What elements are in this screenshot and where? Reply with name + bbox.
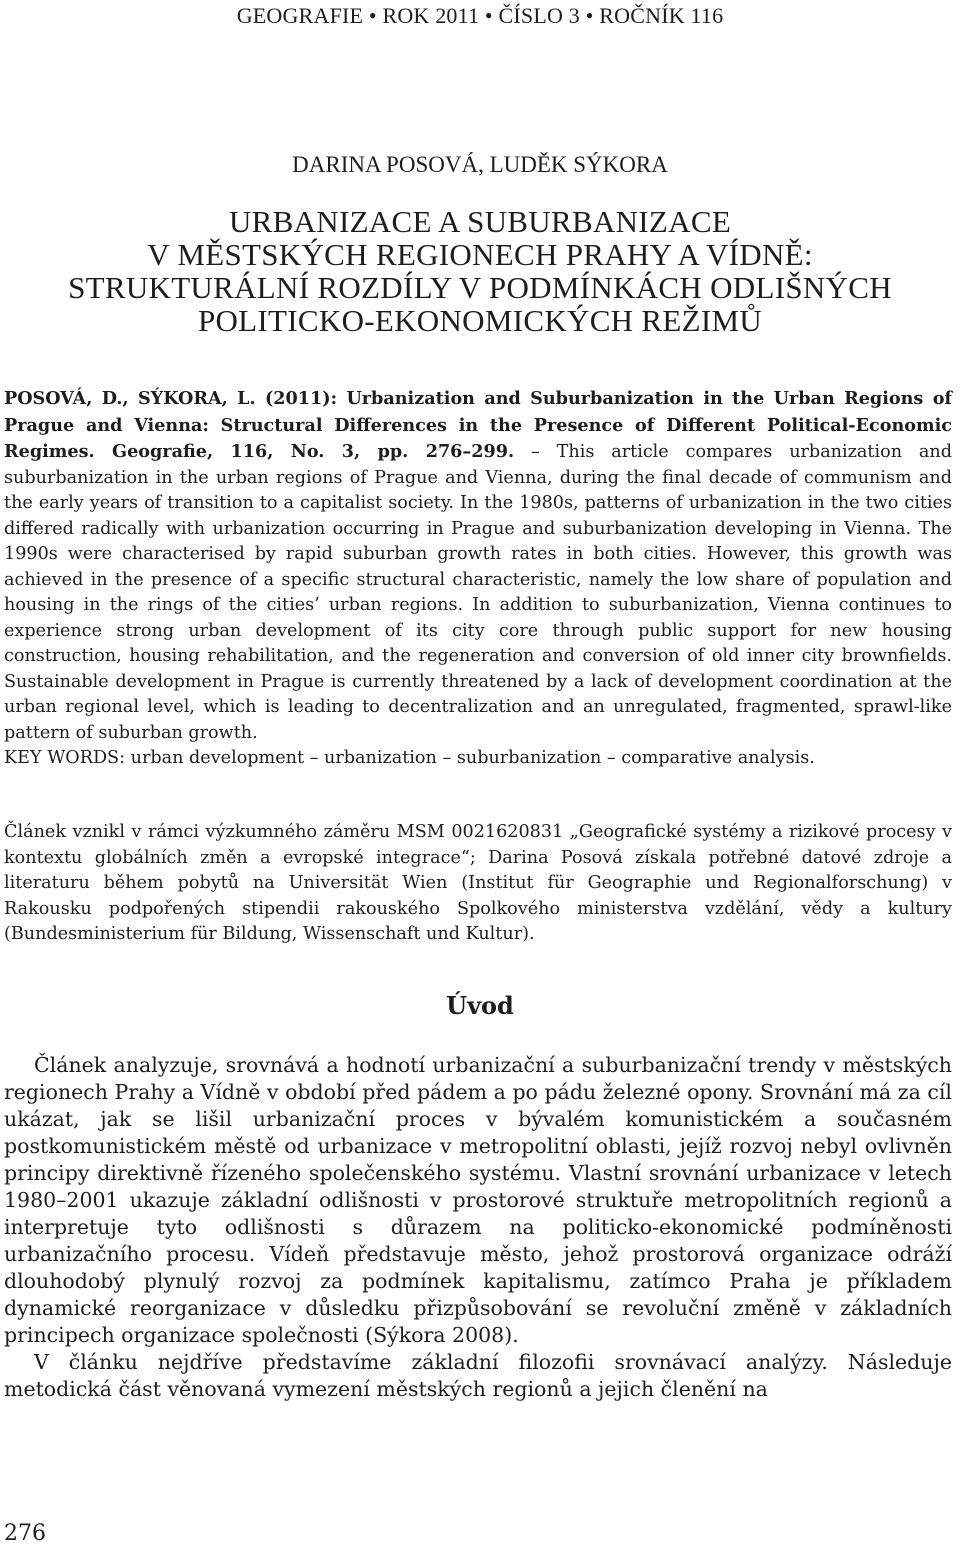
body-paragraph: Článek analyzuje, srovnává a hodnotí urbanizační a suburbanizační trendy v městských regionech Prahy a Vídně v období před pádem a po pádu železné opony. Srovnání má za cíl ukázat, jak se lišil urbanizační proces v bývalém komunistickém a současném postkomunistickém městě od urbanizace v metropolitní oblasti, jejíž rozvoj nebyl ovlivněn principy direktivně řízeného společenského systému. Vlastní srovnání urbanizace v letech 1980–2001 ukazuje základní odlišnosti v prostorové struktuře metropolitních regionů a interpretuje tyto odlišnosti s důrazem na politicko-ekonomické podmíněnosti urbanizačního procesu. Vídeň představuje město, jehož prostorová organizace odráží dlouhodobý plynulý rozvoj za podmínek kapitalismu, zatímco Praha je příkladem dynamické reorganizace v důsledku přizpůsobování se revoluční změně v základních principech organizace společnosti (Sýkora 2008). — [4, 1053, 952, 1347]
article-authors: DARINA POSOVÁ, LUDĚK SÝKORA — [292, 152, 668, 177]
body-text — [4, 1052, 952, 1403]
running-header: GEOGRAFIE • ROK 2011 • ČÍSLO 3 • ROČNÍK 116 — [236, 3, 724, 28]
page-number: 276 — [4, 1521, 46, 1546]
section-heading: Úvod — [446, 991, 514, 1020]
title-line: STRUKTURÁLNÍ ROZDÍLY V PODMÍNKÁCH ODLIŠNÝCH — [68, 270, 892, 305]
abstract-citation: POSOVÁ, D., SÝKORA, L. (2011): Urbanization and Suburbanization in the Urban Regions of Prague and Vienna: Structural Differences in the Presence of Different Political-Economic Regimes. Geografie, 116, No. 3, pp. 276–299. — [4, 388, 952, 462]
article-title — [0, 205, 960, 337]
title-line: POLITICKO-EKONOMICKÝCH REŽIMŮ — [197, 303, 763, 338]
title-line: V MĚSTSKÝCH REGIONECH PRAHY A VÍDNĚ: — [147, 237, 813, 272]
abstract-text: – This article compares urbanization and suburbanization in the urban regions of Prague and Vienna, during the final decade of communism and the early years of transition to a capitalist society. In the 1980s, patterns of urbanization in the two cities differed radically with urbanization occurring in Prague and suburbanization developing in Vienna. The 1990s were characterised by rapid suburban growth rates in both cities. However, this growth was achieved in the presence of a specific structural characteristic, namely the low share of population and housing in the rings of the cities’ urban regions. In addition to suburbanization, Vienna continues to experience strong urban development of its city core through public support for new housing construction, housing rehabilitation, and the regeneration and conversion of old inner city brownfields. Sustainable development in Prague is currently threatened by a lack of development coordination at the urban regional level, which is leading to decentralization and an unregulated, fragmented, sprawl-like pattern of suburban growth. — [4, 442, 952, 743]
abstract-paragraph — [4, 386, 952, 746]
acknowledgement: Článek vznikl v rámci výzkumného záměru MSM 0021620831 „Geografické systémy a rizikové procesy v kontextu globálních změn a evropské integrace“; Darina Posová získala potřebné datové zdroje a literaturu během pobytů na Universität Wien (Institut für Geographie und Regionalforschung) v Rakousku podpořených stipendii rakouského Spolkového ministerstva vzdělání, vědy a kultury (Bundesministerium für Bildung, Wissenschaft und Kultur). — [4, 822, 952, 944]
title-line: URBANIZACE A SUBURBANIZACE — [228, 204, 732, 239]
abstract — [4, 386, 952, 772]
keywords: KEY WORDS: urban development – urbanization – suburbanization – comparative analysis. — [4, 748, 815, 768]
body-paragraph: V článku nejdříve představíme základní filozofii srovnávací analýzy. Následuje metodická část věnovaná vymezení městských regionů a jejich členění na — [4, 1350, 952, 1401]
